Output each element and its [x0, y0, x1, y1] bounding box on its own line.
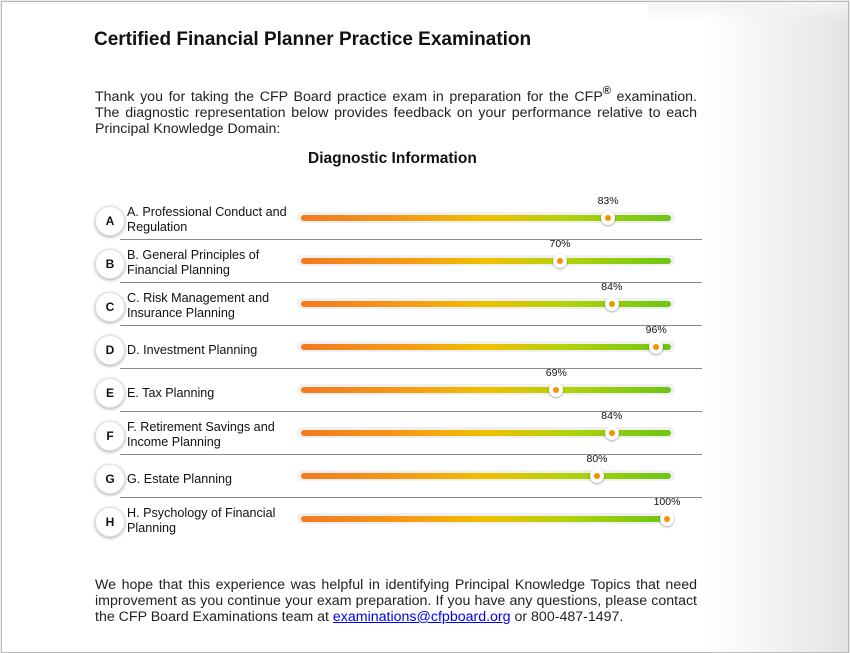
score-track [297, 496, 681, 524]
exam-results-page [1, 1, 849, 653]
domain-row [92, 197, 702, 240]
score-percent-label: 70% [549, 238, 571, 250]
score-gradient-bar [301, 215, 671, 221]
domain-letter-badge: E [95, 378, 125, 408]
score-track [297, 195, 675, 223]
score-track [297, 324, 675, 352]
intro-text-continued: examination. The diagnostic representation below provides feedback on your performance relative to each Principal Knowledge Domain: [95, 89, 697, 137]
domain-letter-badge: A [95, 206, 125, 236]
domain-letter-badge: G [95, 464, 125, 494]
score-gradient-bar [301, 258, 671, 264]
domain-letter-badge: B [95, 249, 125, 279]
score-track [297, 410, 675, 438]
domain-label: H. Psychology of Financial Planning [127, 506, 276, 535]
domain-row [92, 412, 702, 455]
closing-paragraph [95, 577, 697, 625]
score-track [297, 238, 675, 266]
score-marker [660, 512, 674, 526]
score-percent-label: 80% [586, 453, 608, 465]
score-marker [553, 254, 567, 268]
background-shade [708, 2, 848, 652]
intro-text: Thank you for taking the CFP Board practice exam in preparation for the CFP [95, 89, 603, 105]
domain-label: G. Estate Planning [127, 472, 233, 486]
score-marker [649, 340, 663, 354]
domain-letter-badge: F [95, 421, 125, 451]
diagnostic-title: Diagnostic Information [308, 150, 477, 167]
email-link[interactable]: examinations@cfpboard.org [332, 609, 511, 625]
domain-label: C. Risk Management and Insurance Planning [127, 291, 270, 320]
score-percent-label: 69% [545, 367, 567, 379]
score-track [297, 367, 675, 395]
domain-letter-badge: H [95, 507, 125, 537]
closing-text: We hope that this experience was helpful in identifying Principal Knowledge Topics that need improvement as you continue your exam preparation. If you have any questions, please contact the CFP Board Examinations team at [95, 577, 697, 625]
background-shade-top [648, 2, 848, 22]
domain-row [92, 498, 702, 541]
domain-row [92, 326, 702, 369]
score-marker [605, 297, 619, 311]
score-gradient-bar [301, 344, 671, 350]
score-percent-label: 84% [601, 281, 623, 293]
page-title: Certified Financial Planner Practice Examination [94, 29, 532, 50]
closing-phone-text: or 800-487-1497. [510, 609, 624, 625]
score-marker [590, 469, 604, 483]
domain-label: A. Professional Conduct and Regulation [127, 205, 287, 234]
score-percent-label: 84% [601, 410, 623, 422]
score-gradient-bar [301, 516, 671, 522]
domain-row [92, 369, 702, 412]
domain-label: B. General Principles of Financial Planning [127, 248, 260, 277]
score-marker [601, 211, 615, 225]
score-track [297, 281, 675, 309]
domain-letter-badge: C [95, 292, 125, 322]
domain-row [92, 283, 702, 326]
registered-mark: ® [602, 85, 611, 98]
score-percent-label: 83% [597, 195, 619, 207]
score-marker [605, 426, 619, 440]
intro-paragraph [95, 85, 697, 137]
score-track [297, 453, 675, 481]
score-percent-label: 100% [653, 496, 681, 508]
domain-row [92, 455, 702, 498]
score-marker [549, 383, 563, 397]
domain-label: E. Tax Planning [127, 386, 215, 400]
domain-label: D. Investment Planning [127, 343, 258, 357]
domain-row [92, 240, 702, 283]
domain-letter-badge: D [95, 335, 125, 365]
score-gradient-bar [301, 387, 671, 393]
domain-label: F. Retirement Savings and Income Planning [127, 420, 275, 449]
score-percent-label: 96% [645, 324, 667, 336]
score-gradient-bar [301, 473, 671, 479]
